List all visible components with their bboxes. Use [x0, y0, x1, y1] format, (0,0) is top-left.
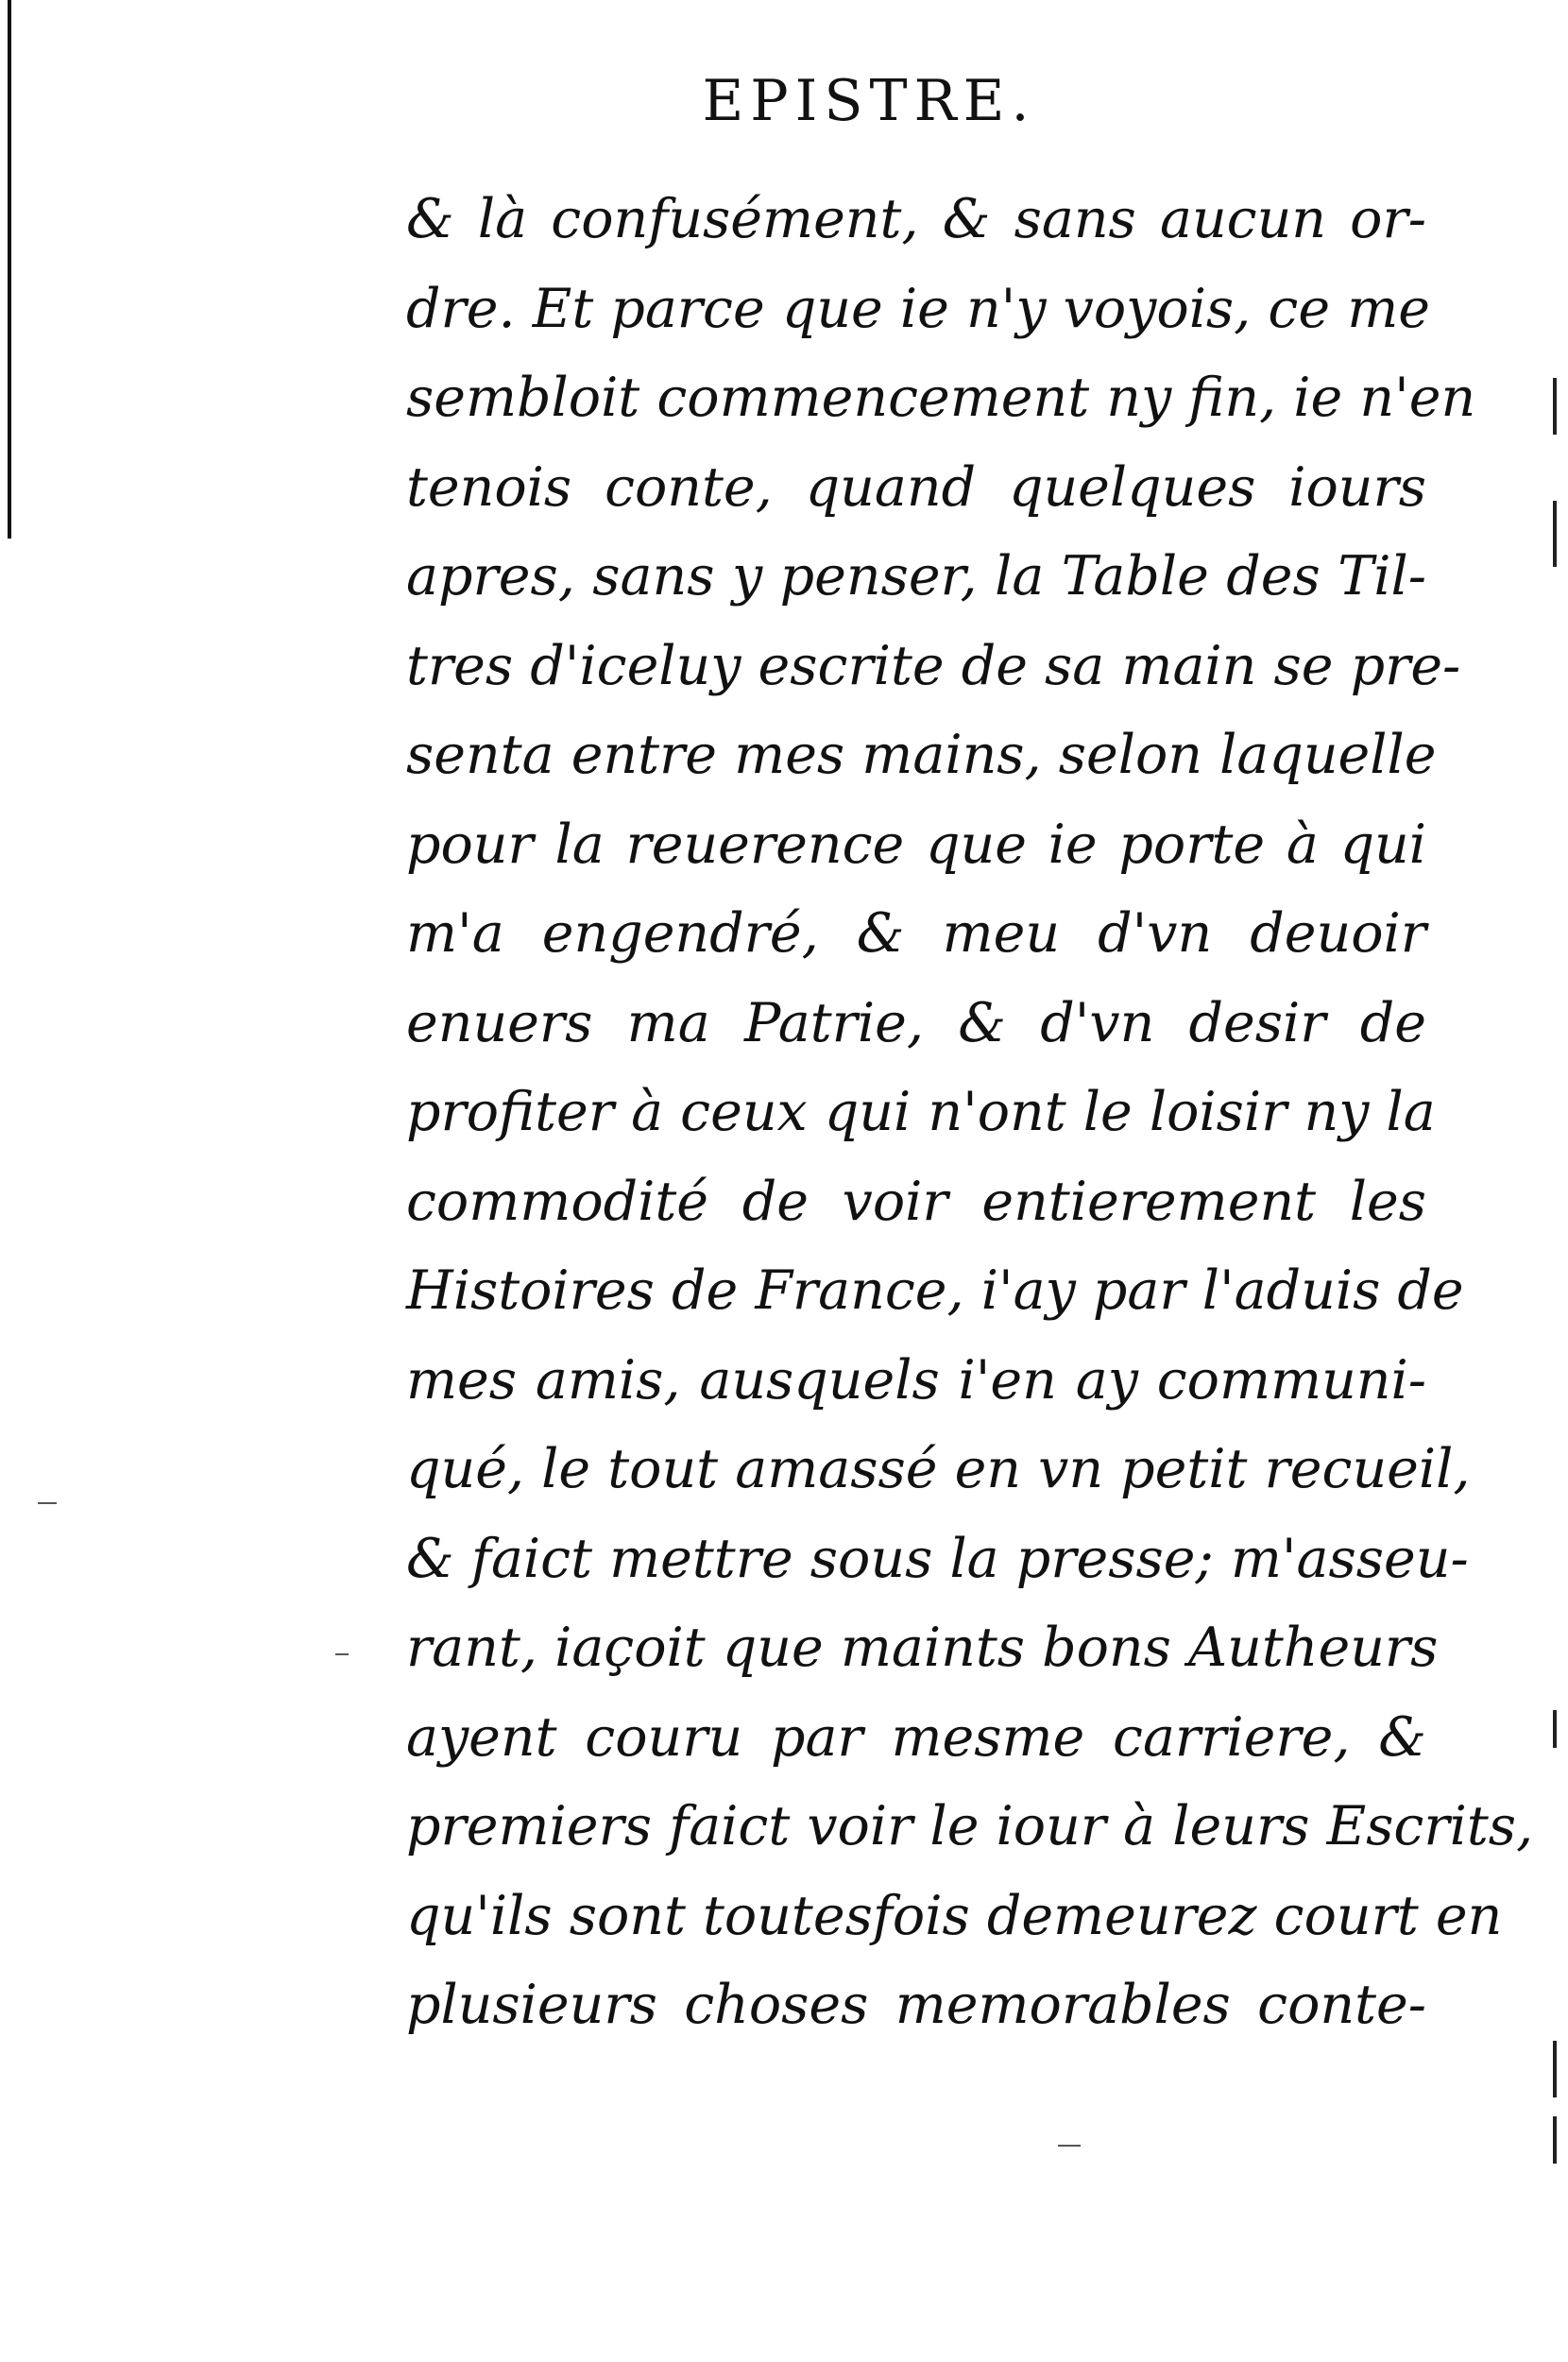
text-line: mes amis, ausquels i'en ay communi-	[406, 1348, 1426, 1412]
margin-speck	[38, 1502, 57, 1504]
text-line: commodité de voir entierement les	[406, 1170, 1426, 1233]
text-line: apres, sans y penser, la Table des Til-	[406, 545, 1426, 608]
text-line: dre. Et parce que ie n'y voyois, ce me	[406, 277, 1430, 340]
text-line: plusieurs choses memorables conte-	[406, 1974, 1426, 2036]
text-line: enuers ma Patrie, & d'vn desir de	[406, 991, 1426, 1054]
text-line: senta entre mes mains, selon laquelle	[406, 724, 1437, 786]
margin-speck	[1058, 2145, 1081, 2147]
text-line: premiers faict voir le iour à leurs Escrits,	[406, 1795, 1534, 1857]
right-edge-mark	[1553, 2041, 1557, 2097]
right-edge-mark	[1553, 1710, 1557, 1748]
text-line: ayent couru par mesme carriere, &	[406, 1705, 1426, 1769]
running-head: EPISTRE.	[702, 68, 1036, 134]
text-line: tres d'iceluy escrite de sa main se pre-	[406, 634, 1461, 697]
text-line: tenois conte, quand quelques iours	[406, 455, 1426, 519]
text-line: profiter à ceux qui n'ont le loisir ny la	[406, 1081, 1436, 1143]
text-line: qu'ils sont toutesfois demeurez court en	[406, 1884, 1503, 1947]
margin-speck	[335, 1653, 349, 1655]
right-edge-mark	[1553, 501, 1557, 567]
text-line: Histoires de France, i'ay par l'aduis de	[406, 1259, 1464, 1322]
text-line: & là confusément, & sans aucun or-	[406, 188, 1426, 250]
text-line: m'a engendré, & meu d'vn deuoir	[406, 902, 1426, 965]
text-line: rant, iaçoit que maints bons Autheurs	[406, 1617, 1439, 1679]
text-line: sembloit commencement ny fin, ie n'en	[406, 367, 1476, 429]
body-text	[406, 175, 1534, 2050]
right-edge-mark	[1553, 2116, 1557, 2164]
text-line: qué, le tout amassé en vn petit recueil,	[406, 1438, 1471, 1500]
text-line: & faict mettre sous la presse; m'asseu-	[406, 1527, 1469, 1590]
text-line: pour la reuerence que ie porte à qui	[406, 813, 1426, 876]
right-edge-mark	[1553, 378, 1557, 435]
